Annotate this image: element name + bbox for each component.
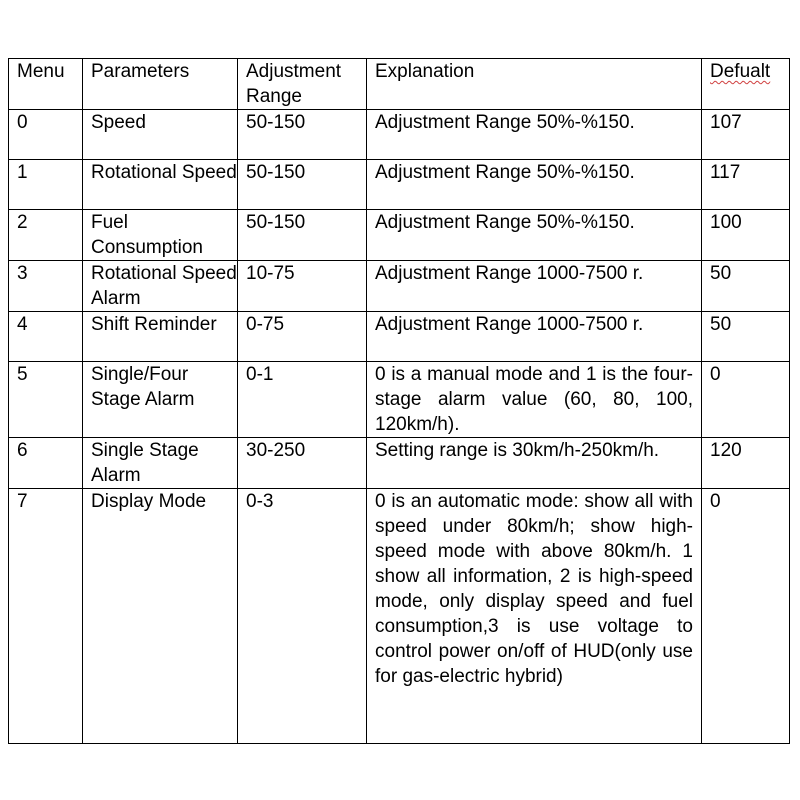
table-row [9,261,790,312]
cell-parameter: Display Mode [83,489,238,744]
cell-default: 120 [702,438,790,489]
cell-parameter: Rotational Speed [83,160,238,210]
cell-range: 50-150 [238,160,367,210]
cell-default: 0 [702,362,790,438]
cell-range: 0-75 [238,312,367,362]
cell-range: 30-250 [238,438,367,489]
cell-menu: 5 [9,362,83,438]
cell-default: 50 [702,312,790,362]
cell-explanation: 0 is an automatic mode: show all with speed under 80km/h; show high-speed mode with above 80km/h. 1 show all information, 2 is high-speed mode, only display speed and fuel consumption,3 is use voltage to control power on/off of HUD(only use for gas-electric hybrid) [367,489,702,744]
cell-range: 50-150 [238,110,367,160]
cell-explanation: Setting range is 30km/h-250km/h. [367,438,702,489]
cell-explanation: Adjustment Range 50%-%150. [367,160,702,210]
table-header-row [9,59,790,110]
cell-default: 117 [702,160,790,210]
cell-explanation: Adjustment Range 50%-%150. [367,210,702,261]
table-row [9,160,790,210]
cell-range: 0-1 [238,362,367,438]
table-row [9,110,790,160]
table-row [9,312,790,362]
cell-menu: 4 [9,312,83,362]
cell-explanation: Adjustment Range 1000-7500 r. [367,312,702,362]
table-row [9,438,790,489]
table-row [9,489,790,744]
cell-parameter: Shift Reminder [83,312,238,362]
cell-parameter: Single/Four Stage Alarm [83,362,238,438]
header-explanation: Explanation [367,59,702,110]
cell-default: 50 [702,261,790,312]
cell-range: 10-75 [238,261,367,312]
cell-menu: 6 [9,438,83,489]
cell-menu: 7 [9,489,83,744]
header-menu: Menu [9,59,83,110]
cell-parameter: Speed [83,110,238,160]
cell-menu: 2 [9,210,83,261]
cell-parameter: Single Stage Alarm [83,438,238,489]
cell-explanation: Adjustment Range 1000-7500 r. [367,261,702,312]
cell-default: 0 [702,489,790,744]
cell-range: 0-3 [238,489,367,744]
cell-menu: 3 [9,261,83,312]
parameters-table [8,58,790,744]
cell-parameter: Fuel Consumption [83,210,238,261]
cell-explanation: 0 is a manual mode and 1 is the four-stage alarm value (60, 80, 100, 120km/h). [367,362,702,438]
table-row [9,210,790,261]
table-row [9,362,790,438]
cell-menu: 0 [9,110,83,160]
cell-default: 100 [702,210,790,261]
cell-default: 107 [702,110,790,160]
header-default [702,59,790,110]
header-default-label: Defualt [710,61,771,82]
cell-explanation: Adjustment Range 50%-%150. [367,110,702,160]
header-parameters: Parameters [83,59,238,110]
header-adjustment-range: Adjustment Range [238,59,367,110]
cell-menu: 1 [9,160,83,210]
cell-parameter: Rotational Speed Alarm [83,261,238,312]
cell-range: 50-150 [238,210,367,261]
